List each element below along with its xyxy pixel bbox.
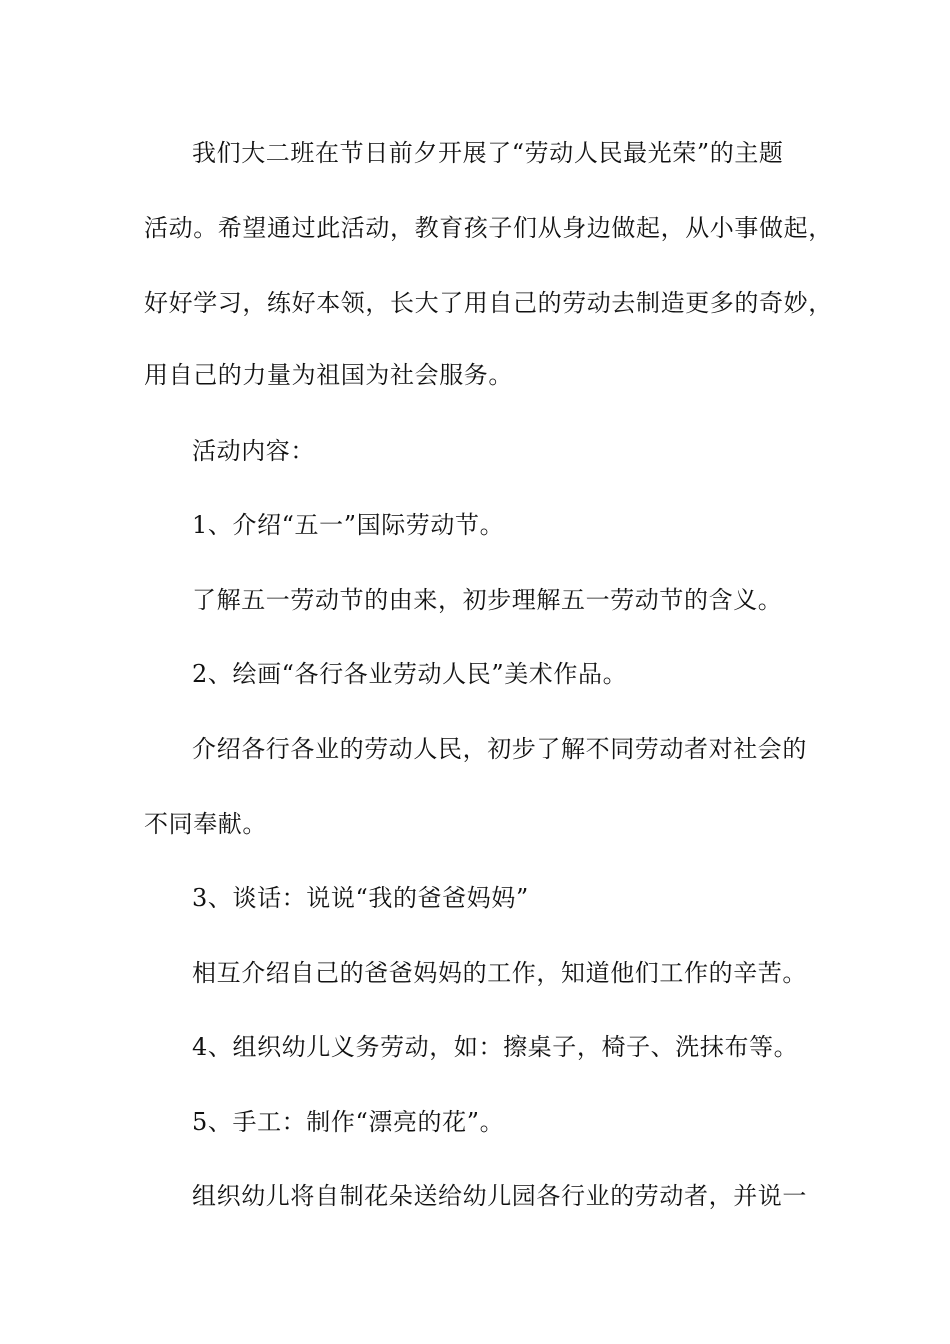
paragraph-line: 活动。希望通过此活动，教育孩子们从身边做起，从小事做起， xyxy=(144,214,833,242)
paragraph-line: 介绍各行各业的劳动人民，初步了解不同劳动者对社会的 xyxy=(192,735,807,763)
paragraph-line: 相互介绍自己的爸爸妈妈的工作，知道他们工作的辛苦。 xyxy=(192,959,807,987)
paragraph-line: 用自己的力量为祖国为社会服务。 xyxy=(144,361,513,389)
paragraph-line: 组织幼儿将自制花朵送给幼儿园各行业的劳动者，并说一 xyxy=(192,1182,807,1210)
paragraph-line: 好好学习，练好本领，长大了用自己的劳动去制造更多的奇妙， xyxy=(144,289,833,317)
list-item: 5、手工：制作“漂亮的花”。 xyxy=(192,1108,505,1136)
list-item: 4、组织幼儿义务劳动，如：擦桌子，椅子、洗抹布等。 xyxy=(192,1033,799,1061)
paragraph-line: 我们大二班在节日前夕开展了“劳动人民最光荣”的主题 xyxy=(192,139,784,167)
list-item: 2、绘画“各行各业劳动人民”美术作品。 xyxy=(192,660,628,688)
section-heading: 活动内容： xyxy=(192,437,315,465)
paragraph-line: 了解五一劳动节的由来，初步理解五一劳动节的含义。 xyxy=(192,586,783,614)
paragraph-line: 不同奉献。 xyxy=(144,810,267,838)
list-item: 3、谈话：说说“我的爸爸妈妈” xyxy=(192,884,529,912)
list-item: 1、介绍“五一”国际劳动节。 xyxy=(192,511,505,539)
